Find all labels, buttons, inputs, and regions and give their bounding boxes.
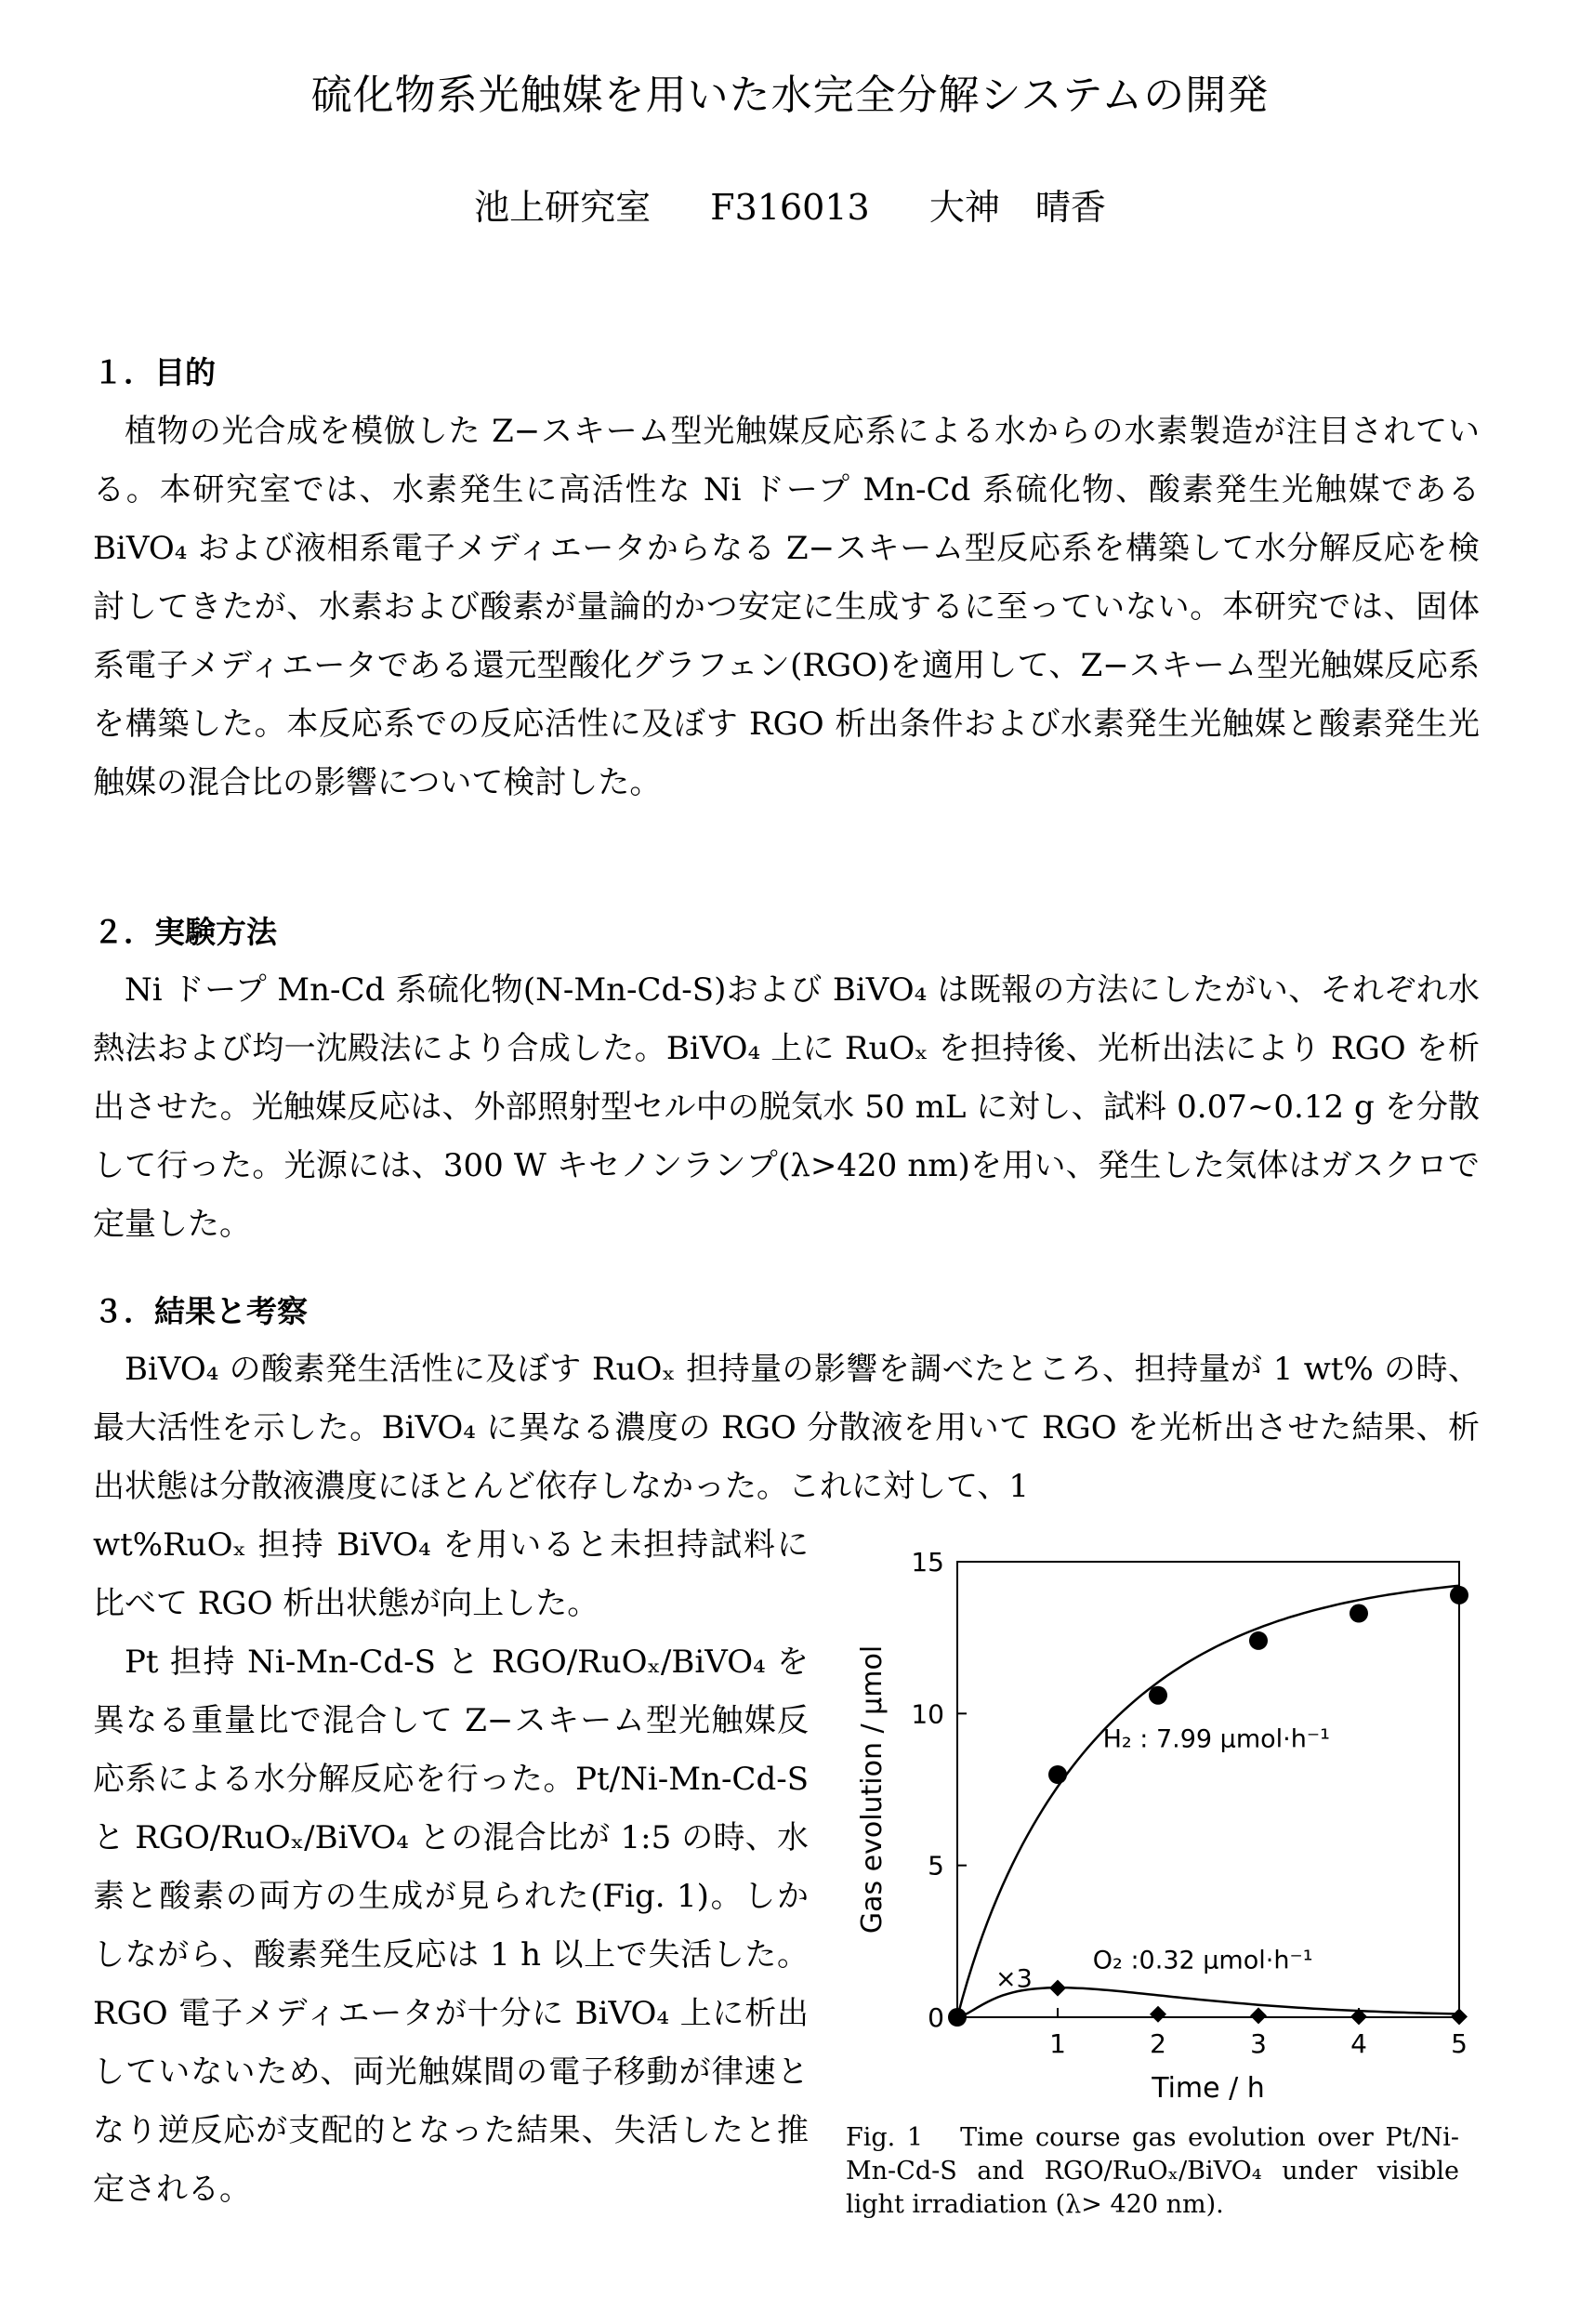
section-heading-methods: ２．実験方法	[93, 914, 277, 950]
h2-rate-annotation: H₂ : 7.99 µmol·h⁻¹	[1102, 1724, 1330, 1754]
x-tick-label: 4	[1350, 2028, 1367, 2059]
section-text-purpose: 植物の光合成を模倣した Z−スキーム型光触媒反応系による水からの水素製造が注目されている。本研究室では、水素発生に高活性な Ni ドープ Mn-Cd 系硫化物、酸素発生光触媒である BiVO₄ および液相系電子メディエータからなる Z−スキーム型反応系を構築して水分解反応を検討してきたが、水素および酸素が量論的かつ安定に生成するに至っていない。本研究では、固体系電子メディエータである還元型酸化グラフェン(RGO)を適用して、Z−スキーム型光触媒反応系を構築した。本反応系での反応活性に及ぼす RGO 析出条件および水素発生光触媒と酸素発生光触媒の混合比の影響について検討した。	[93, 413, 1480, 801]
author-lab: 池上研究室	[474, 187, 652, 228]
h2-data-point	[1350, 1604, 1368, 1623]
section-text-results-full: BiVO₄ の酸素発生活性に及ぼす RuOₓ 担持量の影響を調べたところ、担持量が 1 wt% の時、最大活性を示した。BiVO₄ に異なる濃度の RGO 分散液を用いて RGO を光析出させた結果、析出状態は分散液濃度にほとんど依存しなかった。これに対して、1	[93, 1351, 1480, 1505]
x-tick-label: 3	[1250, 2028, 1267, 2059]
section-text-results-narrow-1: wt%RuOₓ 担持 BiVO₄ を用いると未担持試料に比べて RGO 析出状態が向上した。	[93, 1526, 809, 1622]
author-name: 大神 晴香	[928, 187, 1106, 228]
h2-data-point	[1048, 1765, 1067, 1784]
o2-data-point	[1049, 1980, 1066, 1997]
section-text-methods: Ni ドープ Mn-Cd 系硫化物(N-Mn-Cd-S)および BiVO₄ は既報の方法にしたがい、それぞれ水熱法および均一沈殿法により合成した。BiVO₄ 上に RuOₓ を担持後、光析出法により RGO を析出させた。光触媒反応は、外部照射型セル中の脱気水 50 mL に対し、試料 0.07~0.12 g を分散して行った。光源には、300 W キセノンランプ(λ>420 nm)を用い、発生した気体はガスクロで定量した。	[93, 971, 1480, 1243]
o2-rate-annotation: O₂ :0.32 µmol·h⁻¹	[1092, 1946, 1313, 1975]
y-axis-label: Gas evolution / µmol	[856, 1644, 889, 1934]
h2-data-point	[1249, 1631, 1268, 1650]
y-tick-label: 5	[928, 1850, 944, 1882]
section-heading-results: ３．結果と考察	[93, 1293, 308, 1329]
h2-data-point	[1450, 1586, 1468, 1604]
o2-data-point	[1250, 2007, 1267, 2024]
y-tick-label: 15	[911, 1547, 944, 1578]
x-tick-label: 5	[1451, 2028, 1468, 2059]
figure-1-chart	[836, 1543, 1487, 2119]
o2-data-point	[1451, 2008, 1468, 2025]
x-axis-label: Time / h	[1152, 2072, 1265, 2105]
o2-scale-label: ×3	[995, 1964, 1033, 1994]
x-tick-label: 1	[1049, 2028, 1066, 2059]
h2-data-point	[1149, 1686, 1167, 1705]
author-line	[0, 178, 1580, 230]
o2-data-point	[1150, 2006, 1166, 2023]
author-id: F316013	[710, 187, 870, 228]
y-tick-label: 10	[911, 1698, 944, 1730]
section-text-results-narrow-2: Pt 担持 Ni-Mn-Cd-S と RGO/RuOₓ/BiVO₄ を異なる重量比で混合して Z−スキーム型光触媒反応系による水分解反応を行った。Pt/Ni-Mn-Cd-S と RGO/RuOₓ/BiVO₄ との混合比が 1:5 の時、水素と酸素の両方の生成が見られた(Fig. 1)。しかしながら、酸素発生反応は 1 h 以上で失活した。RGO 電子メディエータが十分に BiVO₄ 上に析出していないため、両光触媒間の電子移動が律速となり逆反応が支配的となった結果、失活したと推定される。	[93, 1644, 809, 2208]
x-tick-label: 2	[1150, 2028, 1166, 2059]
figure-caption-text: Time course gas evolution over Pt/Ni-Mn-Cd-S and RGO/RuOₓ/BiVO₄ under visible light irradiation (λ> 420 nm).	[846, 2123, 1459, 2219]
section-heading-purpose: １．目的	[93, 354, 216, 390]
y-tick-label: 0	[928, 2002, 944, 2033]
figure-caption	[846, 2121, 1459, 2222]
o2-fit-curve	[957, 1987, 1459, 2016]
figure-label: Fig. 1	[846, 2123, 924, 2152]
paper-title: 硫化物系光触媒を用いた水完全分解システムの開発	[310, 72, 1270, 119]
